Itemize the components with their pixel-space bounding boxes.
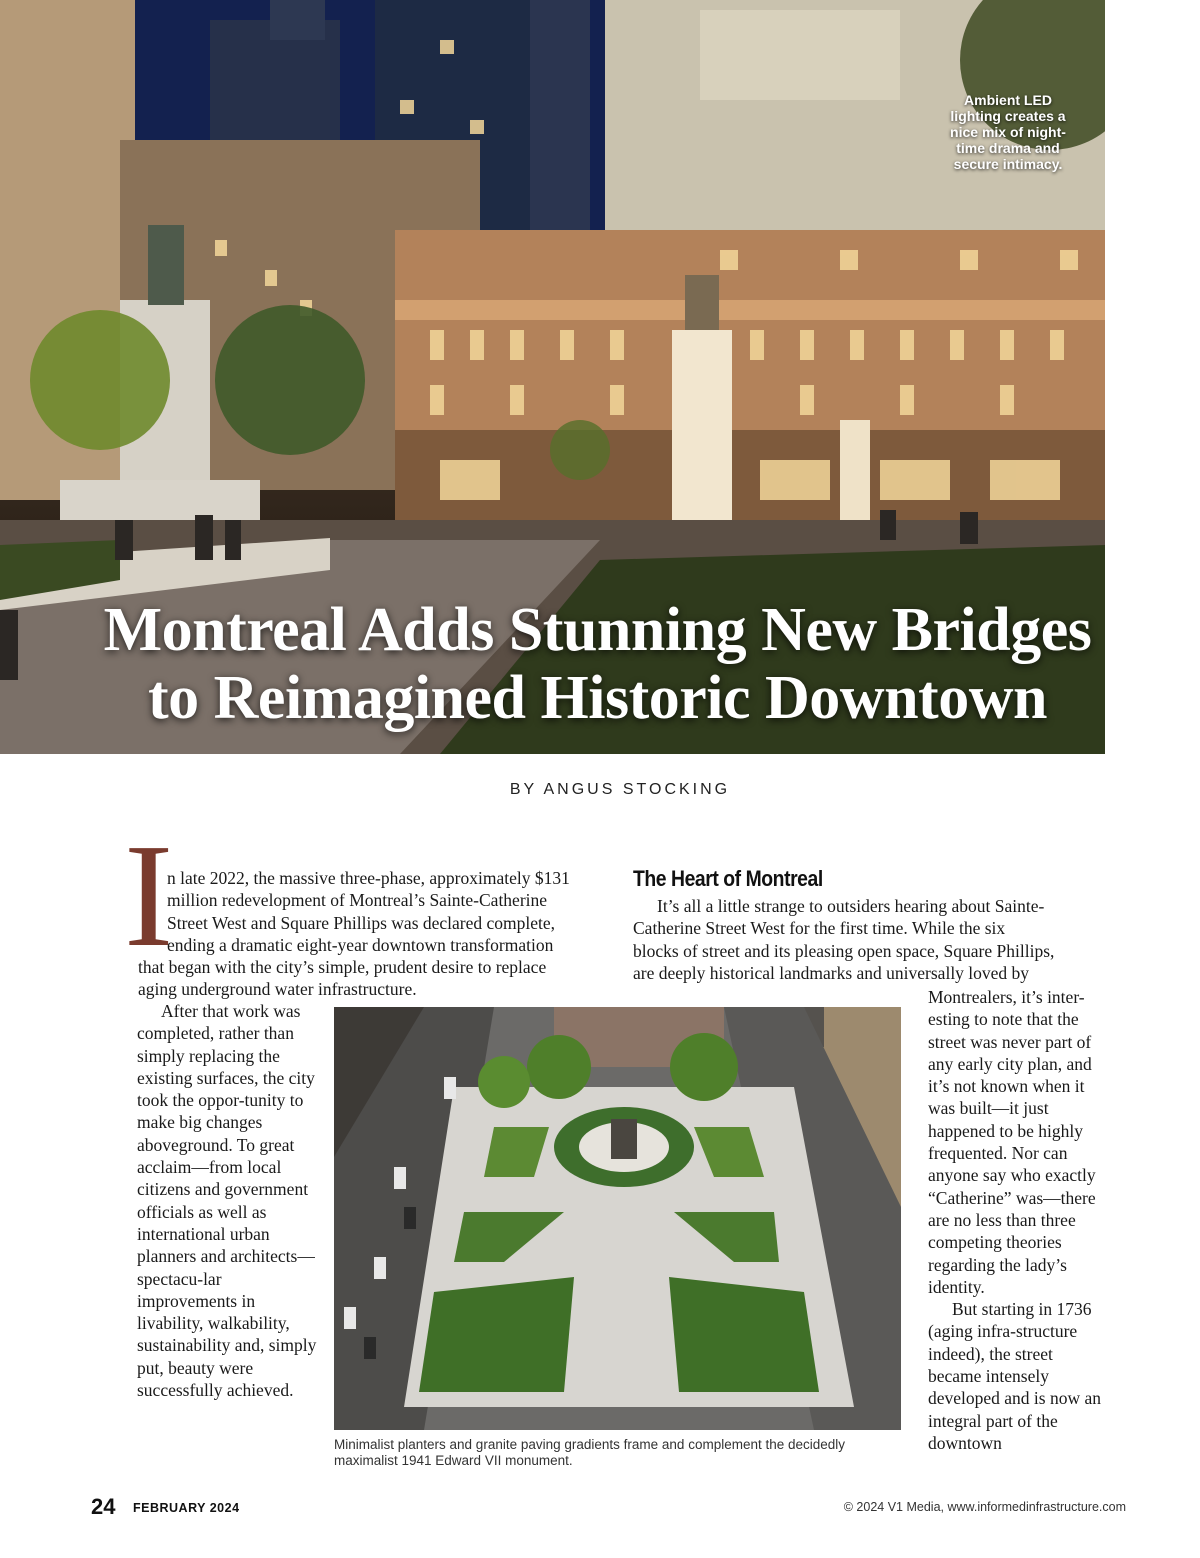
body-line: It’s all a little strange to outsiders hearing about Sainte- (657, 896, 1045, 916)
headline-line-2: to Reimagined Historic Downtown (148, 664, 1047, 732)
hero-photo (0, 0, 1105, 754)
body-paragraph: But starting in 1736 (aging infra-structure indeed), the street became intensely developed and is now an integral part of the downtown (928, 1299, 1102, 1453)
lead-line: aging underground water infrastructure. (138, 979, 417, 1000)
lead-line: million redevelopment of Montreal’s Sainte-Catherine (167, 890, 548, 911)
drop-cap: I (124, 814, 174, 978)
aerial-photo-illustration (334, 1007, 901, 1430)
issue-date: FEBRUARY 2024 (133, 1501, 240, 1515)
page-number: 24 (91, 1494, 116, 1519)
lead-line: that began with the city’s simple, prudent desire to replace (138, 957, 547, 978)
lead-line: n late 2022, the massive three-phase, approximately $131 (167, 868, 570, 888)
byline: BY ANGUS STOCKING (509, 781, 731, 798)
aerial-photo (334, 1007, 901, 1430)
lead-line: Street West and Square Phillips was declared complete, (167, 912, 556, 933)
headline-line-1: Montreal Adds Stunning New Bridges (103, 596, 1092, 664)
column-2-top (633, 895, 1083, 984)
column-2-narrow (928, 986, 1108, 1454)
aerial-photo-caption: Minimalist planters and granite paving gradients frame and complement the decidedly maximalist 1941 Edward VII monument. (334, 1437, 846, 1468)
lead-line: ending a dramatic eight-year downtown transformation (167, 934, 554, 955)
body-line: are deeply historical landmarks and universally loved by (633, 962, 1030, 983)
column-1-body (137, 1000, 317, 1401)
section-heading: The Heart of Montreal (633, 866, 823, 891)
body-paragraph: Montrealers, it’s inter-esting to note that the street was never part of any early city plan, and it’s not known when it was built—it just happened to be highly frequented. Nor can anyone say who exactly “Catherine” was—there are no less than three competing theories regarding the lady’s identity. (928, 987, 1096, 1297)
body-line: blocks of street and its pleasing open space, Square Phillips, (633, 940, 1055, 961)
lead-paragraph (138, 867, 608, 1001)
copyright-notice: © 2024 V1 Media, www.informedinfrastructure.com (843, 1500, 1126, 1514)
body-paragraph: After that work was completed, rather than simply replacing the existing surfaces, the city took the oppor-tunity to make big changes aboveground. To great acclaim—from local citizens and government officials as well as international urban planners and architects—spectacu-lar improvements in livability, walkability, sustainability and, simply put, beauty were successfully achieved. (137, 1001, 317, 1401)
hero-photo-caption: Ambient LED lighting creates a nice mix of night- time drama and secure intimacy. (950, 92, 1066, 172)
article-headline (0, 596, 1105, 732)
body-line: Catherine Street West for the first time. While the six (633, 918, 1006, 939)
